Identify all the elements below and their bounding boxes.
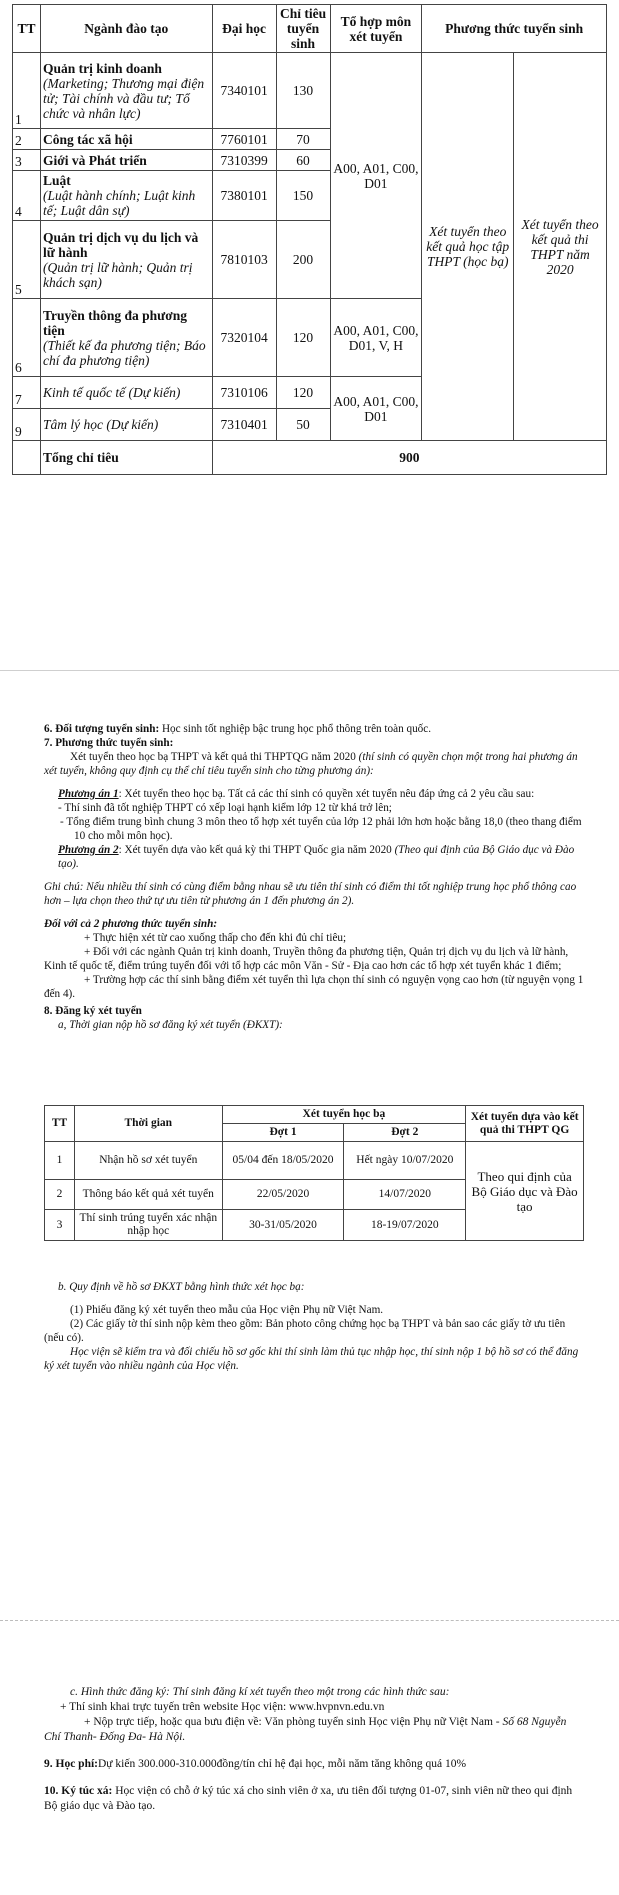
item-2-text: + Nộp trực tiếp, hoặc qua bưu điện về: Văn phòng tuyển sinh Học viện Phụ nữ Việt Nam - xyxy=(84,1716,503,1728)
page-separator xyxy=(0,1620,619,1621)
major-sub: (Marketing; Thương mại điện tử; Tài chính và đầu tư; Tổ chức và nhân lực) xyxy=(42,75,205,121)
row-tt: 2 xyxy=(45,1180,75,1210)
row-major xyxy=(40,53,212,129)
header-university: Đại học xyxy=(212,5,276,53)
row-tt: 7 xyxy=(13,377,41,409)
intro-italic: (thí sinh có quyền chọn một trong hai phương án xét tuyển, không quy định cụ thể chỉ tiêu tuyển sinh cho từng phương án): xyxy=(44,751,578,777)
option-1 xyxy=(44,787,584,801)
total-row xyxy=(13,441,607,475)
major-sub: (Luật hành chính; Luật kinh tế; Luật dân sự) xyxy=(42,188,196,218)
row-code: 7760101 xyxy=(212,129,276,150)
section-8b-item-3: Học viện sẽ kiểm tra và đối chiếu hồ sơ gốc khi thí sinh làm thủ tục nhập học, thí sinh nộp 1 bộ hồ sơ có thể đăng ký xét tuyển vào nhiều ngành của Học viện. xyxy=(44,1346,579,1372)
method-hocba: Xét tuyển theo kết quả học tập THPT (học bạ) xyxy=(422,53,514,441)
intro-text: Xét tuyển theo học bạ THPT và kết quả thi THPTQG năm 2020 xyxy=(70,751,359,763)
section-10 xyxy=(44,1784,584,1814)
header-hocba: Xét tuyển học bạ xyxy=(222,1106,466,1124)
row-code: 7320104 xyxy=(212,299,276,377)
row-major xyxy=(40,299,212,377)
both-methods-item-1: + Thực hiện xét từ cao xuống thấp cho đến khi đủ chỉ tiêu; xyxy=(84,932,347,944)
row-tt: 3 xyxy=(13,150,41,171)
row-code: 7340101 xyxy=(212,53,276,129)
total-tt xyxy=(13,441,41,475)
row-dot-1: 30-31/05/2020 xyxy=(222,1210,344,1241)
section-8c-item-2 xyxy=(44,1715,584,1745)
row-tt: 5 xyxy=(13,221,41,299)
row-major xyxy=(40,221,212,299)
section-8a-title: a, Thời gian nộp hồ sơ đăng ký xét tuyển (ĐKXT): xyxy=(58,1019,283,1031)
major-sub: (Quản trị lữ hành; Quản trị khách sạn) xyxy=(42,259,193,290)
section-8b-item-2: (2) Các giấy tờ thí sinh nộp kèm theo gồm: Bản photo công chứng học bạ THPT và bản sao các giấy tờ ưu tiên (nếu có). xyxy=(44,1318,566,1344)
major-sub: Tâm lý học (Dự kiến) xyxy=(40,409,212,441)
major-sub: Kinh tế quốc tế (Dự kiến) xyxy=(40,377,212,409)
header-dot-2: Đợt 2 xyxy=(344,1124,466,1142)
header-method: Phương thức tuyển sinh xyxy=(422,5,607,53)
page-1 xyxy=(0,0,619,560)
row-dot-2: 18-19/07/2020 xyxy=(344,1210,466,1241)
row-tt: 6 xyxy=(13,299,41,377)
combo-cell-2: A00, A01, C00, D01, V, H xyxy=(330,299,422,377)
major-name: Truyền thông đa phương tiện xyxy=(42,307,187,338)
both-methods-item-2: + Đối với các ngành Quản trị kinh doanh, Truyền thông đa phương tiện, Quản trị dịch vụ du lịch và lữ hành, Kinh tế quốc tế, điểm trúng tuyển đối với tổ hợp các môn Văn - Sử - Địa cao hơn các tổ hợp xét tuyển khác 1 điểm; xyxy=(44,946,569,972)
option-2-label: Phương án 2 xyxy=(58,844,119,856)
header-thpt: Xét tuyển dựa vào kết quả thi THPT QG xyxy=(466,1106,584,1142)
registration-schedule-table xyxy=(44,1105,584,1241)
major-name: Công tác xã hội xyxy=(40,129,212,150)
major-name: Giới và Phát triển xyxy=(40,150,212,171)
option-2-italic: (Theo qui định của Bộ Giáo dục và Đào tạo). xyxy=(58,844,575,870)
thpt-value: Theo qui định của Bộ Giáo dục và Đào tạo xyxy=(466,1142,584,1241)
table-row xyxy=(45,1142,584,1180)
table-row xyxy=(13,53,607,129)
major-name: Luật xyxy=(42,173,71,188)
both-methods-item-3: + Trường hợp các thí sinh bằng điểm xét tuyển thì lựa chọn thí sinh có nguyện vọng cao hơn (từ nguyện vọng 1 đến 4). xyxy=(44,974,584,1000)
row-tt: 3 xyxy=(45,1210,75,1241)
row-dot-2: 14/07/2020 xyxy=(344,1180,466,1210)
header-dot-1: Đợt 1 xyxy=(222,1124,344,1142)
note-text: Ghi chú: Nếu nhiều thí sinh có cùng điểm bằng nhau sẽ ưu tiên thí sinh có điểm thi tốt nghiệp trung học phổ thông cao hơn – lựa chọn theo thứ tự ưu tiên từ phương án 1 đến phương án 2). xyxy=(44,881,577,907)
row-quota: 150 xyxy=(276,171,330,221)
section-8b-title: b. Quy định về hồ sơ ĐKXT bằng hình thức xét học bạ: xyxy=(58,1281,305,1293)
majors-table xyxy=(12,4,607,475)
page-separator xyxy=(0,670,619,671)
item-2-address: Số 68 Nguyễn Chí Thanh- Đống Đa- Hà Nội. xyxy=(44,1716,567,1743)
row-label: Thông báo kết quả xét tuyển xyxy=(74,1180,222,1210)
page-3 xyxy=(0,1665,619,1895)
major-name: Quản trị dịch vụ du lịch và lữ hành xyxy=(42,229,199,260)
row-code: 7310401 xyxy=(212,409,276,441)
section-9-text: Dự kiến 300.000-310.000đồng/tín chỉ hệ đại học, mỗi năm tăng không quá 10% xyxy=(98,1758,467,1770)
row-tt: 2 xyxy=(13,129,41,150)
header-major: Ngành đào tạo xyxy=(40,5,212,53)
section-8c-item-1: + Thí sinh khai trực tuyến trên website Học viện: www.hvpnvn.edu.vn xyxy=(60,1701,385,1713)
major-name: Quản trị kinh doanh xyxy=(42,60,162,76)
row-tt: 4 xyxy=(13,171,41,221)
page-2 xyxy=(0,690,619,1590)
row-label: Nhận hồ sơ xét tuyển xyxy=(74,1142,222,1180)
header-tt: TT xyxy=(45,1106,75,1142)
option-1-req-2: - Tổng điểm trung bình chung 3 môn theo tổ hợp xét tuyển của lớp 12 phải lớn hơn hoặc bằng 18,0 (theo thang điểm 10 cho mỗi môn học). xyxy=(60,816,582,842)
method-thpt: Xét tuyển theo kết quả thi THPT năm 2020 xyxy=(514,53,607,441)
header-tt: TT xyxy=(13,5,41,53)
both-methods-title: Đối với cả 2 phương thức tuyển sinh: xyxy=(44,918,218,930)
row-code: 7310106 xyxy=(212,377,276,409)
major-sub: (Thiết kế đa phương tiện; Báo chí đa phương tiện) xyxy=(42,337,206,368)
section-6-text: Học sinh tốt nghiệp bậc trung học phổ thông trên toàn quốc. xyxy=(159,723,432,735)
header-quota: Chỉ tiêu tuyển sinh xyxy=(276,5,330,53)
option-1-label: Phương án 1 xyxy=(58,788,119,800)
row-code: 7810103 xyxy=(212,221,276,299)
section-8b-item-1: (1) Phiếu đăng ký xét tuyển theo mẫu của Học viện Phụ nữ Việt Nam. xyxy=(70,1304,384,1316)
row-quota: 130 xyxy=(276,53,330,129)
section-8b xyxy=(44,1280,584,1373)
row-tt: 9 xyxy=(13,409,41,441)
option-2-text: : Xét tuyển dựa vào kết quả kỳ thi THPT Quốc gia năm 2020 xyxy=(118,844,395,856)
total-value: 900 xyxy=(212,441,606,475)
row-tt: 1 xyxy=(13,53,41,129)
row-dot-1: 05/04 đến 18/05/2020 xyxy=(222,1142,344,1180)
header-time: Thời gian xyxy=(74,1106,222,1142)
section-6 xyxy=(44,722,584,1032)
option-1-req-1: - Thí sinh đã tốt nghiệp THPT có xếp loại hạnh kiểm lớp 12 từ khá trở lên; xyxy=(58,802,392,814)
row-quota: 50 xyxy=(276,409,330,441)
section-7-intro xyxy=(44,750,584,778)
combo-cell-1: A00, A01, C00, D01 xyxy=(330,53,422,299)
section-8c xyxy=(44,1685,584,1814)
row-label: Thí sinh trúng tuyển xác nhận nhập học xyxy=(74,1210,222,1241)
row-quota: 70 xyxy=(276,129,330,150)
section-10-title: 10. Ký túc xá: xyxy=(44,1785,113,1797)
section-9 xyxy=(44,1757,584,1772)
row-major xyxy=(40,171,212,221)
combo-cell-3: A00, A01, C00, D01 xyxy=(330,377,422,441)
section-9-title: 9. Học phí: xyxy=(44,1758,98,1770)
total-label: Tổng chỉ tiêu xyxy=(40,441,212,475)
option-2 xyxy=(44,843,584,871)
row-quota: 200 xyxy=(276,221,330,299)
header-combo: Tổ hợp môn xét tuyển xyxy=(330,5,422,53)
row-code: 7310399 xyxy=(212,150,276,171)
row-tt: 1 xyxy=(45,1142,75,1180)
section-7-title: 7. Phương thức tuyển sinh: xyxy=(44,737,174,749)
row-quota: 60 xyxy=(276,150,330,171)
row-quota: 120 xyxy=(276,377,330,409)
table-header-row xyxy=(13,5,607,53)
section-8-title: 8. Đăng ký xét tuyển xyxy=(44,1005,142,1017)
row-code: 7380101 xyxy=(212,171,276,221)
table-header-row xyxy=(45,1106,584,1124)
section-10-text: Học viện có chỗ ở ký túc xá cho sinh viên ở xa, ưu tiên đối tượng 01-07, sinh viên nữ theo qui định Bộ giáo dục và Đào tạo. xyxy=(44,1785,573,1812)
section-8c-title: c. Hình thức đăng ký: Thí sinh đăng kí xét tuyển theo một trong các hình thức sau: xyxy=(70,1686,450,1698)
row-dot-1: 22/05/2020 xyxy=(222,1180,344,1210)
option-1-text: : Xét tuyển theo học bạ. Tất cả các thí sinh có quyền xét tuyển nêu đáp ứng cả 2 yêu cầu sau: xyxy=(118,788,535,800)
row-dot-2: Hết ngày 10/07/2020 xyxy=(344,1142,466,1180)
section-6-title: 6. Đối tượng tuyển sinh: xyxy=(44,723,160,735)
row-quota: 120 xyxy=(276,299,330,377)
